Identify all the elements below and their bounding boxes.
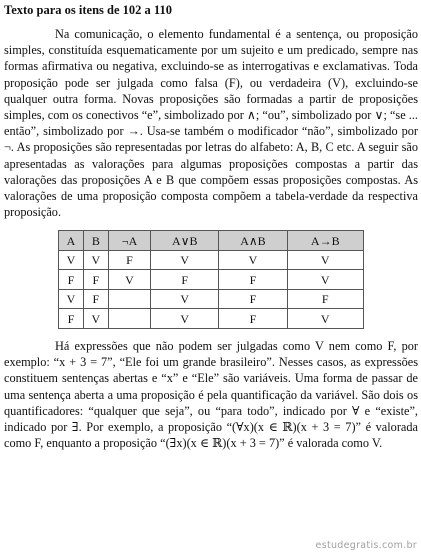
table-cell: V (108, 270, 150, 290)
table-cell: F (219, 270, 287, 290)
truth-table (58, 230, 364, 329)
table-cell: F (59, 270, 84, 290)
table-cell: F (59, 309, 84, 329)
table-cell: V (287, 250, 364, 270)
section-title: Texto para os itens de 102 a 110 (4, 3, 172, 17)
table-cell: V (287, 270, 364, 290)
table-cell: V (151, 250, 219, 270)
table-cell (108, 289, 150, 309)
table-cell: V (219, 250, 287, 270)
table-cell: V (59, 289, 84, 309)
site-watermark: estudegratis.com.br (315, 539, 417, 551)
table-cell: F (83, 289, 108, 309)
table-cell (108, 309, 150, 329)
truth-table-wrapper (4, 230, 418, 329)
table-cell: F (108, 250, 150, 270)
table-cell: F (219, 289, 287, 309)
quantifier-paragraph: Há expressões que não podem ser julgadas como V nem como F, por exemplo: “x + 3 = 7”, “Ele foi um grande brasileiro”. Nesses casos, as expressões constituem sentenças abertas e “x” e “Ele” são variáveis. Uma forma de passar de uma sentença aberta a uma proposição é pela quantificação da variável. São dois os quantificadores: “qualquer que seja”, ou “para todo”, indicado por ∀ e “existe”, indicado por ∃. Por exemplo, a proposição “(∀x)(x ∈ ℝ)(x + 3 = 7)” é valorada como F, enquanto a proposição “(∃x)(x ∈ ℝ)(x + 3 = 7)” é valorada como V. (4, 338, 418, 451)
table-cell: V (151, 309, 219, 329)
header-cell-b: B (83, 231, 108, 251)
table-cell: V (151, 289, 219, 309)
intro-paragraph: Na comunicação, o elemento fundamental é a sentença, ou proposição simples, constituída esquematicamente por um sujeito e um predicado, sempre nas formas afirmativa ou negativa, excluindo-se as interrogativas e exclamativas. Toda proposição pode ser julgada como falsa (F), ou verdadeira (V), excluindo-se qualquer outra forma. Novas proposições são formadas a partir de proposições simples, com os conectivos “e”, simbolizado por ∧; “ou”, simbolizado por ∨; “se ... então”, simbolizado por →. Usa-se também o modificador “não”, simbolizado por ¬. As proposições são representadas por letras do alfabeto: A, B, C etc. A seguir são apresentadas as valorações para algumas proposições compostas a partir das valorações das proposições A e B que compõem essas proposições compostas. As valorações de uma proposição composta compõem a tabela-verdade da respectiva proposição. (4, 27, 418, 220)
truth-table-header-row (59, 231, 364, 251)
header-cell-a-or-b: A∨B (151, 231, 219, 251)
table-row (59, 309, 364, 329)
table-cell: V (287, 309, 364, 329)
table-cell: V (83, 250, 108, 270)
header-cell-not-a: ¬A (108, 231, 150, 251)
table-row (59, 270, 364, 290)
table-cell: F (219, 309, 287, 329)
table-cell: F (151, 270, 219, 290)
header-cell-a: A (59, 231, 84, 251)
table-cell: F (83, 270, 108, 290)
header-cell-a-implies-b: A→B (287, 231, 364, 251)
table-cell: V (83, 309, 108, 329)
table-row (59, 289, 364, 309)
table-row (59, 250, 364, 270)
header-cell-a-and-b: A∧B (219, 231, 287, 251)
table-cell: F (287, 289, 364, 309)
table-cell: V (59, 250, 84, 270)
